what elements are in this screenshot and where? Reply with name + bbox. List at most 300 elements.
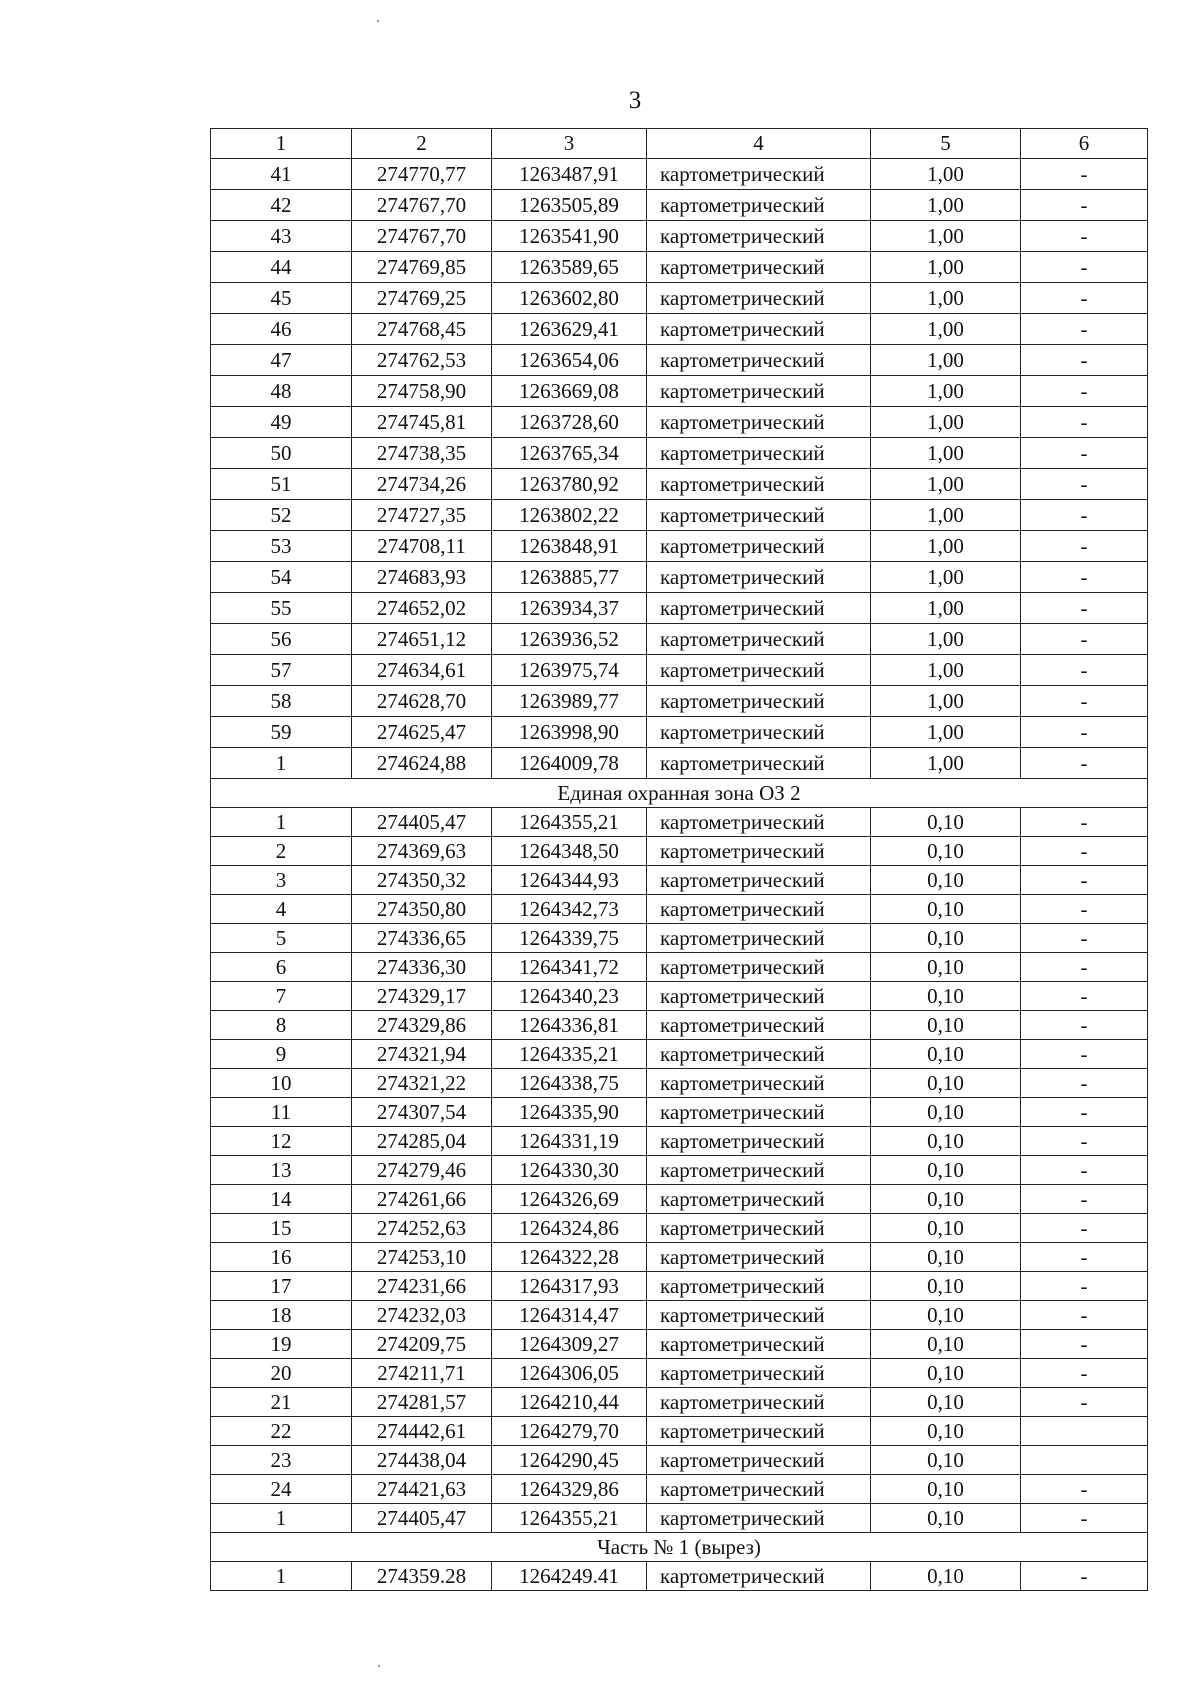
cell-col-1: 20 xyxy=(211,1359,352,1388)
table-row xyxy=(211,1330,1148,1359)
cell-col-1: 57 xyxy=(211,655,352,686)
cell-col-3: 1264314,47 xyxy=(492,1301,647,1330)
cell-col-4: картометрический xyxy=(647,1127,871,1156)
section-row-oz2 xyxy=(211,779,1148,808)
cell-col-6: - xyxy=(1021,1127,1148,1156)
cell-col-5: 0,10 xyxy=(871,1359,1021,1388)
cell-col-1: 41 xyxy=(211,159,352,190)
cell-col-1: 13 xyxy=(211,1156,352,1185)
cell-col-1: 53 xyxy=(211,531,352,562)
cell-col-4: картометрический xyxy=(647,837,871,866)
cell-col-2: 274285,04 xyxy=(352,1127,492,1156)
header-cell-3: 3 xyxy=(492,129,647,159)
table-row xyxy=(211,252,1148,283)
cell-col-3: 1263602,80 xyxy=(492,283,647,314)
cell-col-4: картометрический xyxy=(647,1417,871,1446)
cell-col-2: 274232,03 xyxy=(352,1301,492,1330)
cell-col-3: 1264326,69 xyxy=(492,1185,647,1214)
cell-col-5: 1,00 xyxy=(871,252,1021,283)
table-row xyxy=(211,407,1148,438)
cell-col-1: 45 xyxy=(211,283,352,314)
cell-col-1: 21 xyxy=(211,1388,352,1417)
table-row xyxy=(211,982,1148,1011)
cell-col-3: 1263975,74 xyxy=(492,655,647,686)
cell-col-4: картометрический xyxy=(647,1040,871,1069)
cell-col-5: 0,10 xyxy=(871,1272,1021,1301)
cell-col-6: - xyxy=(1021,953,1148,982)
cell-col-2: 274421,63 xyxy=(352,1475,492,1504)
table-row xyxy=(211,159,1148,190)
cell-col-4: картометрический xyxy=(647,1301,871,1330)
cell-col-6: - xyxy=(1021,593,1148,624)
cell-col-6: - xyxy=(1021,500,1148,531)
cell-col-2: 274359.28 xyxy=(352,1562,492,1591)
cell-col-4: картометрический xyxy=(647,1359,871,1388)
table-row xyxy=(211,190,1148,221)
cell-col-4: картометрический xyxy=(647,1185,871,1214)
cell-col-4: картометрический xyxy=(647,1011,871,1040)
header-row xyxy=(211,129,1148,159)
cell-col-6: - xyxy=(1021,1098,1148,1127)
cell-col-6: - xyxy=(1021,1214,1148,1243)
cell-col-1: 47 xyxy=(211,345,352,376)
cell-col-6: - xyxy=(1021,345,1148,376)
cell-col-3: 1264329,86 xyxy=(492,1475,647,1504)
table-body xyxy=(211,129,1148,1591)
coordinates-table xyxy=(210,128,1148,1591)
cell-col-6: - xyxy=(1021,469,1148,500)
cell-col-3: 1264344,93 xyxy=(492,866,647,895)
table-row xyxy=(211,1127,1148,1156)
cell-col-6: - xyxy=(1021,1243,1148,1272)
cell-col-2: 274745,81 xyxy=(352,407,492,438)
cell-col-4: картометрический xyxy=(647,221,871,252)
cell-col-6: - xyxy=(1021,1475,1148,1504)
cell-col-5: 0,10 xyxy=(871,924,1021,953)
cell-col-2: 274405,47 xyxy=(352,808,492,837)
cell-col-2: 274405,47 xyxy=(352,1504,492,1533)
cell-col-5: 0,10 xyxy=(871,1475,1021,1504)
cell-col-4: картометрический xyxy=(647,438,871,469)
cell-col-6: - xyxy=(1021,1504,1148,1533)
cell-col-5: 1,00 xyxy=(871,407,1021,438)
table-row xyxy=(211,837,1148,866)
cell-col-4: картометрический xyxy=(647,1446,871,1475)
cell-col-5: 0,10 xyxy=(871,1127,1021,1156)
cell-col-3: 1264249.41 xyxy=(492,1562,647,1591)
table-row xyxy=(211,314,1148,345)
cell-col-1: 17 xyxy=(211,1272,352,1301)
table-row xyxy=(211,1185,1148,1214)
cell-col-1: 56 xyxy=(211,624,352,655)
header-cell-5: 5 xyxy=(871,129,1021,159)
cell-col-4: картометрический xyxy=(647,469,871,500)
cell-col-6: - xyxy=(1021,748,1148,779)
cell-col-6: - xyxy=(1021,190,1148,221)
cell-col-2: 274652,02 xyxy=(352,593,492,624)
cell-col-5: 1,00 xyxy=(871,221,1021,252)
cell-col-6: - xyxy=(1021,717,1148,748)
cell-col-4: картометрический xyxy=(647,866,871,895)
cell-col-6: - xyxy=(1021,252,1148,283)
cell-col-1: 24 xyxy=(211,1475,352,1504)
cell-col-1: 3 xyxy=(211,866,352,895)
cell-col-1: 23 xyxy=(211,1446,352,1475)
cell-col-4: картометрический xyxy=(647,1475,871,1504)
cell-col-2: 274438,04 xyxy=(352,1446,492,1475)
table-row xyxy=(211,717,1148,748)
cell-col-1: 2 xyxy=(211,837,352,866)
cell-col-1: 5 xyxy=(211,924,352,953)
cell-col-3: 1264309,27 xyxy=(492,1330,647,1359)
cell-col-6: - xyxy=(1021,531,1148,562)
cell-col-6: - xyxy=(1021,314,1148,345)
table-row xyxy=(211,1098,1148,1127)
cell-col-5: 1,00 xyxy=(871,655,1021,686)
cell-col-5: 0,10 xyxy=(871,866,1021,895)
cell-col-4: картометрический xyxy=(647,1243,871,1272)
cell-col-4: картометрический xyxy=(647,1330,871,1359)
cell-col-3: 1264342,73 xyxy=(492,895,647,924)
cell-col-2: 274307,54 xyxy=(352,1098,492,1127)
cell-col-4: картометрический xyxy=(647,500,871,531)
section-row-part1-title: Часть № 1 (вырез) xyxy=(211,1533,1148,1562)
cell-col-1: 4 xyxy=(211,895,352,924)
cell-col-2: 274321,94 xyxy=(352,1040,492,1069)
cell-col-5: 1,00 xyxy=(871,686,1021,717)
cell-col-4: картометрический xyxy=(647,1388,871,1417)
cell-col-3: 1264330,30 xyxy=(492,1156,647,1185)
cell-col-1: 51 xyxy=(211,469,352,500)
cell-col-2: 274634,61 xyxy=(352,655,492,686)
cell-col-3: 1264317,93 xyxy=(492,1272,647,1301)
cell-col-4: картометрический xyxy=(647,593,871,624)
cell-col-3: 1264335,90 xyxy=(492,1098,647,1127)
cell-col-4: картометрический xyxy=(647,924,871,953)
cell-col-2: 274624,88 xyxy=(352,748,492,779)
scan-speck xyxy=(377,20,379,22)
cell-col-2: 274252,63 xyxy=(352,1214,492,1243)
table-row xyxy=(211,1243,1148,1272)
cell-col-5: 0,10 xyxy=(871,1214,1021,1243)
cell-col-6: - xyxy=(1021,837,1148,866)
cell-col-1: 1 xyxy=(211,748,352,779)
cell-col-6: - xyxy=(1021,283,1148,314)
cell-col-3: 1264355,21 xyxy=(492,808,647,837)
cell-col-2: 274336,30 xyxy=(352,953,492,982)
table-row xyxy=(211,500,1148,531)
cell-col-6: - xyxy=(1021,1040,1148,1069)
cell-col-2: 274651,12 xyxy=(352,624,492,655)
cell-col-1: 43 xyxy=(211,221,352,252)
cell-col-6: - xyxy=(1021,562,1148,593)
cell-col-1: 11 xyxy=(211,1098,352,1127)
cell-col-1: 6 xyxy=(211,953,352,982)
cell-col-5: 1,00 xyxy=(871,717,1021,748)
cell-col-2: 274350,32 xyxy=(352,866,492,895)
cell-col-2: 274211,71 xyxy=(352,1359,492,1388)
cell-col-2: 274758,90 xyxy=(352,376,492,407)
cell-col-5: 1,00 xyxy=(871,159,1021,190)
cell-col-4: картометрический xyxy=(647,407,871,438)
cell-col-4: картометрический xyxy=(647,159,871,190)
cell-col-2: 274279,46 xyxy=(352,1156,492,1185)
cell-col-4: картометрический xyxy=(647,982,871,1011)
cell-col-4: картометрический xyxy=(647,953,871,982)
table-row xyxy=(211,531,1148,562)
cell-col-1: 55 xyxy=(211,593,352,624)
cell-col-6: - xyxy=(1021,438,1148,469)
cell-col-6: - xyxy=(1021,1069,1148,1098)
cell-col-2: 274336,65 xyxy=(352,924,492,953)
cell-col-4: картометрический xyxy=(647,314,871,345)
cell-col-1: 46 xyxy=(211,314,352,345)
cell-col-3: 1264210,44 xyxy=(492,1388,647,1417)
cell-col-2: 274762,53 xyxy=(352,345,492,376)
cell-col-1: 14 xyxy=(211,1185,352,1214)
cell-col-6: - xyxy=(1021,376,1148,407)
cell-col-3: 1264348,50 xyxy=(492,837,647,866)
cell-col-6: - xyxy=(1021,1156,1148,1185)
cell-col-2: 274767,70 xyxy=(352,221,492,252)
table-row xyxy=(211,438,1148,469)
cell-col-6: - xyxy=(1021,1388,1148,1417)
cell-col-3: 1263728,60 xyxy=(492,407,647,438)
cell-col-2: 274253,10 xyxy=(352,1243,492,1272)
cell-col-3: 1263802,22 xyxy=(492,500,647,531)
cell-col-3: 1264340,23 xyxy=(492,982,647,1011)
cell-col-1: 59 xyxy=(211,717,352,748)
table-row xyxy=(211,1069,1148,1098)
table-row xyxy=(211,808,1148,837)
cell-col-1: 18 xyxy=(211,1301,352,1330)
cell-col-4: картометрический xyxy=(647,345,871,376)
table-row xyxy=(211,562,1148,593)
cell-col-1: 54 xyxy=(211,562,352,593)
cell-col-3: 1264290,45 xyxy=(492,1446,647,1475)
section-row-oz2-title: Единая охранная зона ОЗ 2 xyxy=(211,779,1148,808)
cell-col-5: 0,10 xyxy=(871,1301,1021,1330)
cell-col-5: 1,00 xyxy=(871,376,1021,407)
cell-col-2: 274770,77 xyxy=(352,159,492,190)
cell-col-3: 1264324,86 xyxy=(492,1214,647,1243)
cell-col-2: 274350,80 xyxy=(352,895,492,924)
cell-col-1: 19 xyxy=(211,1330,352,1359)
cell-col-5: 1,00 xyxy=(871,314,1021,345)
cell-col-4: картометрический xyxy=(647,1214,871,1243)
table-row xyxy=(211,1446,1148,1475)
cell-col-6: - xyxy=(1021,686,1148,717)
table-row xyxy=(211,469,1148,500)
cell-col-4: картометрический xyxy=(647,283,871,314)
cell-col-2: 274209,75 xyxy=(352,1330,492,1359)
cell-col-5: 0,10 xyxy=(871,1243,1021,1272)
cell-col-5: 0,10 xyxy=(871,1330,1021,1359)
cell-col-1: 1 xyxy=(211,1504,352,1533)
cell-col-3: 1263780,92 xyxy=(492,469,647,500)
cell-col-5: 1,00 xyxy=(871,500,1021,531)
cell-col-5: 0,10 xyxy=(871,837,1021,866)
cell-col-2: 274734,26 xyxy=(352,469,492,500)
cell-col-5: 0,10 xyxy=(871,1069,1021,1098)
cell-col-2: 274768,45 xyxy=(352,314,492,345)
table-row xyxy=(211,221,1148,252)
table-row xyxy=(211,655,1148,686)
cell-col-4: картометрический xyxy=(647,808,871,837)
page-number: 3 xyxy=(628,87,642,114)
cell-col-5: 0,10 xyxy=(871,982,1021,1011)
cell-col-6: - xyxy=(1021,895,1148,924)
cell-col-1: 16 xyxy=(211,1243,352,1272)
cell-col-1: 8 xyxy=(211,1011,352,1040)
cell-col-2: 274321,22 xyxy=(352,1069,492,1098)
table-row xyxy=(211,1272,1148,1301)
cell-col-2: 274708,11 xyxy=(352,531,492,562)
cell-col-1: 44 xyxy=(211,252,352,283)
cell-col-6: - xyxy=(1021,866,1148,895)
cell-col-3: 1263505,89 xyxy=(492,190,647,221)
cell-col-3: 1264338,75 xyxy=(492,1069,647,1098)
table-row xyxy=(211,895,1148,924)
cell-col-6 xyxy=(1021,1417,1148,1446)
cell-col-5: 1,00 xyxy=(871,748,1021,779)
cell-col-2: 274625,47 xyxy=(352,717,492,748)
cell-col-3: 1264279,70 xyxy=(492,1417,647,1446)
cell-col-5: 0,10 xyxy=(871,1446,1021,1475)
cell-col-3: 1263989,77 xyxy=(492,686,647,717)
header-cell-6: 6 xyxy=(1021,129,1148,159)
cell-col-3: 1264322,28 xyxy=(492,1243,647,1272)
cell-col-4: картометрический xyxy=(647,655,871,686)
cell-col-3: 1263487,91 xyxy=(492,159,647,190)
cell-col-3: 1263934,37 xyxy=(492,593,647,624)
table-row xyxy=(211,686,1148,717)
cell-col-5: 1,00 xyxy=(871,438,1021,469)
table-row xyxy=(211,624,1148,655)
table-row xyxy=(211,1359,1148,1388)
cell-col-5: 1,00 xyxy=(871,531,1021,562)
cell-col-2: 274329,86 xyxy=(352,1011,492,1040)
cell-col-4: картометрический xyxy=(647,531,871,562)
cell-col-4: картометрический xyxy=(647,1069,871,1098)
cell-col-6: - xyxy=(1021,924,1148,953)
cell-col-3: 1263765,34 xyxy=(492,438,647,469)
cell-col-1: 42 xyxy=(211,190,352,221)
cell-col-6: - xyxy=(1021,407,1148,438)
cell-col-3: 1264306,05 xyxy=(492,1359,647,1388)
table-row xyxy=(211,1475,1148,1504)
cell-col-4: картометрический xyxy=(647,1272,871,1301)
table-row xyxy=(211,748,1148,779)
cell-col-5: 0,10 xyxy=(871,1417,1021,1446)
cell-col-1: 12 xyxy=(211,1127,352,1156)
cell-col-1: 50 xyxy=(211,438,352,469)
table-row xyxy=(211,283,1148,314)
cell-col-4: картометрический xyxy=(647,376,871,407)
table-row xyxy=(211,1562,1148,1591)
cell-col-5: 0,10 xyxy=(871,1388,1021,1417)
cell-col-5: 1,00 xyxy=(871,190,1021,221)
cell-col-5: 0,10 xyxy=(871,808,1021,837)
cell-col-5: 1,00 xyxy=(871,593,1021,624)
cell-col-4: картометрический xyxy=(647,895,871,924)
cell-col-3: 1264009,78 xyxy=(492,748,647,779)
cell-col-1: 58 xyxy=(211,686,352,717)
table-row xyxy=(211,1301,1148,1330)
table-row xyxy=(211,1417,1148,1446)
cell-col-6: - xyxy=(1021,1330,1148,1359)
cell-col-1: 7 xyxy=(211,982,352,1011)
cell-col-6 xyxy=(1021,1446,1148,1475)
cell-col-5: 1,00 xyxy=(871,624,1021,655)
table-row xyxy=(211,1156,1148,1185)
cell-col-6: - xyxy=(1021,1011,1148,1040)
header-cell-2: 2 xyxy=(352,129,492,159)
cell-col-4: картометрический xyxy=(647,1562,871,1591)
cell-col-5: 0,10 xyxy=(871,1185,1021,1214)
table-row xyxy=(211,1214,1148,1243)
cell-col-6: - xyxy=(1021,1562,1148,1591)
table-row xyxy=(211,1388,1148,1417)
cell-col-2: 274261,66 xyxy=(352,1185,492,1214)
cell-col-3: 1263629,41 xyxy=(492,314,647,345)
cell-col-2: 274769,85 xyxy=(352,252,492,283)
cell-col-5: 0,10 xyxy=(871,1562,1021,1591)
cell-col-2: 274727,35 xyxy=(352,500,492,531)
table-row xyxy=(211,376,1148,407)
cell-col-4: картометрический xyxy=(647,686,871,717)
cell-col-1: 1 xyxy=(211,808,352,837)
cell-col-5: 1,00 xyxy=(871,345,1021,376)
cell-col-1: 48 xyxy=(211,376,352,407)
cell-col-2: 274231,66 xyxy=(352,1272,492,1301)
cell-col-6: - xyxy=(1021,1185,1148,1214)
cell-col-2: 274281,57 xyxy=(352,1388,492,1417)
cell-col-2: 274767,70 xyxy=(352,190,492,221)
cell-col-5: 1,00 xyxy=(871,469,1021,500)
cell-col-3: 1263654,06 xyxy=(492,345,647,376)
cell-col-5: 0,10 xyxy=(871,1504,1021,1533)
cell-col-6: - xyxy=(1021,1272,1148,1301)
header-cell-1: 1 xyxy=(211,129,352,159)
cell-col-1: 22 xyxy=(211,1417,352,1446)
header-cell-4: 4 xyxy=(647,129,871,159)
table-row xyxy=(211,1011,1148,1040)
cell-col-5: 0,10 xyxy=(871,1011,1021,1040)
cell-col-3: 1263998,90 xyxy=(492,717,647,748)
cell-col-3: 1264341,72 xyxy=(492,953,647,982)
cell-col-5: 0,10 xyxy=(871,1156,1021,1185)
cell-col-1: 52 xyxy=(211,500,352,531)
table-row xyxy=(211,953,1148,982)
cell-col-4: картометрический xyxy=(647,190,871,221)
cell-col-6: - xyxy=(1021,982,1148,1011)
cell-col-6: - xyxy=(1021,1301,1148,1330)
cell-col-6: - xyxy=(1021,1359,1148,1388)
cell-col-1: 1 xyxy=(211,1562,352,1591)
cell-col-4: картометрический xyxy=(647,717,871,748)
cell-col-5: 0,10 xyxy=(871,1040,1021,1069)
scan-speck xyxy=(378,1665,380,1667)
cell-col-4: картометрический xyxy=(647,624,871,655)
table-row xyxy=(211,345,1148,376)
cell-col-1: 15 xyxy=(211,1214,352,1243)
cell-col-3: 1264335,21 xyxy=(492,1040,647,1069)
cell-col-4: картометрический xyxy=(647,252,871,283)
cell-col-3: 1264336,81 xyxy=(492,1011,647,1040)
cell-col-4: картометрический xyxy=(647,1156,871,1185)
cell-col-1: 49 xyxy=(211,407,352,438)
